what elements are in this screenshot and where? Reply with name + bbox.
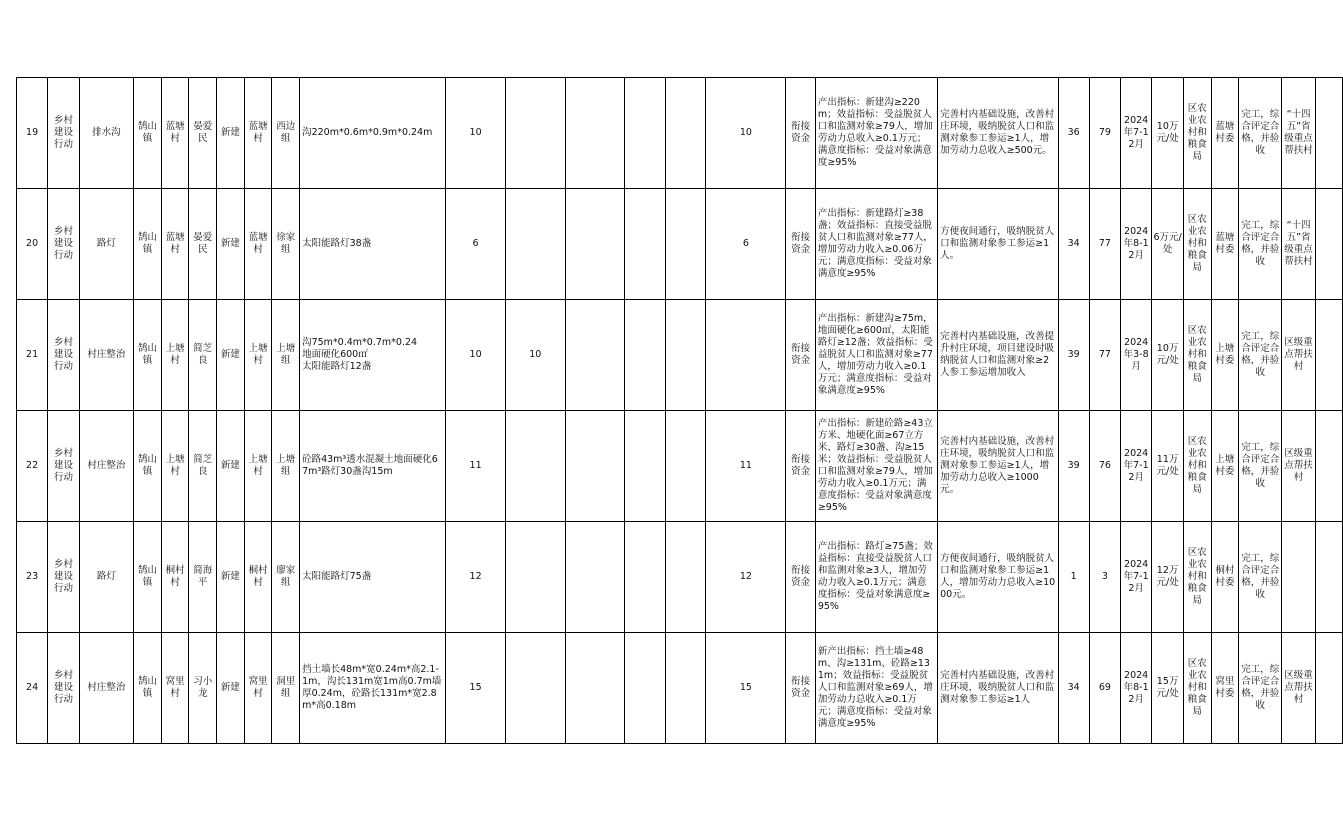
cell-last <box>1315 189 1342 300</box>
cell-last <box>1315 78 1342 189</box>
cell-c3 <box>624 78 665 189</box>
project-table <box>16 77 1343 744</box>
cell-loc-village: 上塘村 <box>244 300 272 411</box>
cell-period: 2024年7-12月 <box>1120 78 1151 189</box>
cell-type: 新建 <box>217 411 245 522</box>
cell-c4 <box>665 300 706 411</box>
cell-type: 新建 <box>217 300 245 411</box>
cell-no: 20 <box>17 189 48 300</box>
cell-fund: 衔接资金 <box>786 78 815 189</box>
cell-owner: 简芝良 <box>189 300 217 411</box>
cell-c2 <box>565 411 624 522</box>
cell-period: 2024年7-12月 <box>1120 522 1151 633</box>
cell-project: 路灯 <box>79 189 133 300</box>
cell-owner: 简芝良 <box>189 411 217 522</box>
cell-n2: 77 <box>1089 189 1120 300</box>
cell-benefit: 完善村内基础设施，改善村庄环境，吸纳脱贫人口和监测对象参工参运≥1人，增加劳动力总收入≥500元。 <box>938 78 1058 189</box>
cell-benefit: 完善村内基础设施，改善提升村庄环境，项目建设时吸纳脱贫人口和监测对象≥2人参工参运增加收入 <box>938 300 1058 411</box>
cell-category: 乡村建设行动 <box>48 633 79 744</box>
cell-n1: 34 <box>1058 189 1089 300</box>
cell-content: 砼路43m³透水混凝土地面硬化67m³路灯30盏沟15m <box>300 411 446 522</box>
cell-content: 挡土墙长48m*宽0.24m*高2.1-1m，沟长131m宽1m高0.7m墙厚0.24m，砼路长131m*宽2.8m*高0.18m <box>300 633 446 744</box>
cell-content: 太阳能路灯75盏 <box>300 522 446 633</box>
cell-last <box>1315 300 1342 411</box>
cell-amount <box>706 300 786 411</box>
cell-standard: 12万元/处 <box>1152 522 1184 633</box>
cell-loc-group: 上塘组 <box>272 300 300 411</box>
cell-n1: 39 <box>1058 300 1089 411</box>
cell-accept: 完工，综合评定合格，并验收 <box>1239 411 1282 522</box>
cell-c4 <box>665 522 706 633</box>
cell-dept: 区农业农村和粮食局 <box>1183 411 1211 522</box>
cell-town: 鹄山镇 <box>134 78 162 189</box>
cell-loc-group: 廖家组 <box>272 522 300 633</box>
cell-remark: 区级重点帮扶村 <box>1282 633 1315 744</box>
cell-dept: 区农业农村和粮食局 <box>1183 189 1211 300</box>
cell-standard: 10万元/处 <box>1152 78 1184 189</box>
cell-accept: 完工，综合评定合格，并验收 <box>1239 633 1282 744</box>
cell-total: 6 <box>446 189 506 300</box>
cell-loc-group: 上塘组 <box>272 411 300 522</box>
cell-c2 <box>565 300 624 411</box>
cell-standard: 10万元/处 <box>1152 300 1184 411</box>
table-row <box>17 633 1343 744</box>
cell-remark <box>1282 522 1315 633</box>
cell-project: 路灯 <box>79 522 133 633</box>
cell-indicators: 产出指标：新建砼路≥43立方米、地硬化面≥67立方米、路灯≥30盏、沟≥15米；效益指标：受益脱贫人口和监测对象≥79人，增加劳动力收入≥0.1万元；满意度指标：受益对象满意度≥95% <box>815 411 937 522</box>
cell-benefit: 方便夜间通行，吸纳脱贫人口和监测对象参工参运≥1人。 <box>938 189 1058 300</box>
cell-c4 <box>665 78 706 189</box>
cell-period: 2024年3-8月 <box>1120 300 1151 411</box>
cell-category: 乡村建设行动 <box>48 522 79 633</box>
cell-no: 22 <box>17 411 48 522</box>
cell-c1 <box>505 78 565 189</box>
cell-benefit: 方便夜间通行，吸纳脱贫人口和监测对象参工参运≥1人，增加劳动力总收入≥1000元。 <box>938 522 1058 633</box>
cell-c4 <box>665 189 706 300</box>
cell-fund: 衔接资金 <box>786 411 815 522</box>
cell-no: 21 <box>17 300 48 411</box>
table-row <box>17 189 1343 300</box>
cell-loc-village: 蓝塘村 <box>244 78 272 189</box>
cell-town: 鹄山镇 <box>134 189 162 300</box>
cell-total: 12 <box>446 522 506 633</box>
cell-c2 <box>565 78 624 189</box>
cell-n1: 39 <box>1058 411 1089 522</box>
cell-dept: 区农业农村和粮食局 <box>1183 522 1211 633</box>
cell-c1 <box>505 522 565 633</box>
cell-fund: 衔接资金 <box>786 300 815 411</box>
cell-indicators: 产出指标：路灯≥75盏；效益指标：直接受益脱贫人口和监测对象≥3人，增加劳动力收入≥0.1万元；满意度指标：受益对象满意度≥95% <box>815 522 937 633</box>
cell-category: 乡村建设行动 <box>48 78 79 189</box>
cell-loc-village: 蓝塘村 <box>244 189 272 300</box>
cell-c1 <box>505 633 565 744</box>
cell-fund: 衔接资金 <box>786 633 815 744</box>
cell-content: 太阳能路灯38盏 <box>300 189 446 300</box>
cell-type: 新建 <box>217 78 245 189</box>
cell-accept: 完工，综合评定合格，并验收 <box>1239 522 1282 633</box>
cell-amount: 11 <box>706 411 786 522</box>
cell-c1: 10 <box>505 300 565 411</box>
cell-category: 乡村建设行动 <box>48 189 79 300</box>
cell-c2 <box>565 522 624 633</box>
cell-period: 2024年8-12月 <box>1120 633 1151 744</box>
cell-dept: 区农业农村和粮食局 <box>1183 300 1211 411</box>
cell-category: 乡村建设行动 <box>48 411 79 522</box>
cell-period: 2024年7-12月 <box>1120 411 1151 522</box>
cell-c3 <box>624 633 665 744</box>
cell-total: 10 <box>446 300 506 411</box>
cell-dept: 区农业农村和粮食局 <box>1183 78 1211 189</box>
cell-type: 新建 <box>217 522 245 633</box>
cell-impl: 上塘村委 <box>1211 300 1239 411</box>
cell-accept: 完工，综合评定合格，并验收 <box>1239 78 1282 189</box>
cell-n1: 1 <box>1058 522 1089 633</box>
cell-project: 村庄整治 <box>79 411 133 522</box>
cell-c1 <box>505 189 565 300</box>
cell-last <box>1315 522 1342 633</box>
cell-c3 <box>624 300 665 411</box>
cell-owner: 晏爱民 <box>189 78 217 189</box>
cell-loc-group: 徐家组 <box>272 189 300 300</box>
cell-total: 15 <box>446 633 506 744</box>
cell-village: 上塘村 <box>161 300 189 411</box>
cell-village: 蓝塘村 <box>161 189 189 300</box>
cell-impl: 蓝塘村委 <box>1211 189 1239 300</box>
cell-last <box>1315 633 1342 744</box>
table-row <box>17 522 1343 633</box>
table-row <box>17 78 1343 189</box>
cell-project: 村庄整治 <box>79 300 133 411</box>
cell-c1 <box>505 411 565 522</box>
cell-c3 <box>624 189 665 300</box>
cell-standard: 11万元/处 <box>1152 411 1184 522</box>
cell-content: 沟75m*0.4m*0.7m*0.24 地面硬化600㎡ 太阳能路灯12盏 <box>300 300 446 411</box>
cell-impl: 上塘村委 <box>1211 411 1239 522</box>
cell-impl: 桐村村委 <box>1211 522 1239 633</box>
cell-indicators: 产出指标：新建沟≥220m；效益指标：受益脱贫人口和监测对象≥79人，增加劳动力总收入≥0.1万元；满意度指标：受益对象满意度≥95% <box>815 78 937 189</box>
cell-remark: “十四五”省级重点帮扶村 <box>1282 189 1315 300</box>
cell-dept: 区农业农村和粮食局 <box>1183 633 1211 744</box>
cell-town: 鹄山镇 <box>134 411 162 522</box>
cell-type: 新建 <box>217 633 245 744</box>
cell-content: 沟220m*0.6m*0.9m*0.24m <box>300 78 446 189</box>
cell-project: 村庄整治 <box>79 633 133 744</box>
cell-loc-village: 上塘村 <box>244 411 272 522</box>
cell-category: 乡村建设行动 <box>48 300 79 411</box>
cell-remark: 区级重点帮扶村 <box>1282 411 1315 522</box>
cell-benefit: 完善村内基础设施，改善村庄环境，吸纳脱贫人口和监测对象参工参运≥1人，增加劳动力总收入≥1000元。 <box>938 411 1058 522</box>
cell-indicators: 产出指标：新建沟≥75m，地面硬化≥600㎡，太阳能路灯≥12盏；效益指标：受益脱贫人口和监测对象≥77人，增加劳动力收入≥0.1万元；满意度指标：受益对象满意度≥95% <box>815 300 937 411</box>
cell-loc-village: 桐村村 <box>244 522 272 633</box>
cell-total: 11 <box>446 411 506 522</box>
cell-no: 23 <box>17 522 48 633</box>
cell-owner: 简海平 <box>189 522 217 633</box>
cell-village: 窝里村 <box>161 633 189 744</box>
cell-c3 <box>624 522 665 633</box>
cell-accept: 完工，综合评定合格，并验收 <box>1239 189 1282 300</box>
cell-loc-village: 窝里村 <box>244 633 272 744</box>
cell-amount: 12 <box>706 522 786 633</box>
cell-loc-group: 洞里组 <box>272 633 300 744</box>
cell-standard: 15万元/处 <box>1152 633 1184 744</box>
cell-amount: 10 <box>706 78 786 189</box>
cell-amount: 6 <box>706 189 786 300</box>
cell-village: 蓝塘村 <box>161 78 189 189</box>
cell-impl: 窝里村委 <box>1211 633 1239 744</box>
cell-last <box>1315 411 1342 522</box>
cell-owner: 晏爱民 <box>189 189 217 300</box>
cell-period: 2024年8-12月 <box>1120 189 1151 300</box>
cell-no: 24 <box>17 633 48 744</box>
cell-type: 新建 <box>217 189 245 300</box>
cell-indicators: 新产出指标：挡土墙≥48m、沟≥131m、砼路≥131m；效益指标：受益脱贫人口和监测对象≥69人，增加劳动力总收入≥0.1万元；满意度指标：受益对象满意度≥95% <box>815 633 937 744</box>
cell-loc-group: 西边组 <box>272 78 300 189</box>
cell-remark: “十四五”省级重点帮扶村 <box>1282 78 1315 189</box>
cell-c3 <box>624 411 665 522</box>
cell-town: 鹄山镇 <box>134 300 162 411</box>
cell-n2: 76 <box>1089 411 1120 522</box>
cell-c2 <box>565 633 624 744</box>
cell-project: 排水沟 <box>79 78 133 189</box>
cell-town: 鹄山镇 <box>134 522 162 633</box>
cell-c2 <box>565 189 624 300</box>
cell-no: 19 <box>17 78 48 189</box>
cell-accept: 完工，综合评定合格，并验收 <box>1239 300 1282 411</box>
cell-total: 10 <box>446 78 506 189</box>
cell-fund: 衔接资金 <box>786 522 815 633</box>
cell-town: 鹄山镇 <box>134 633 162 744</box>
cell-amount: 15 <box>706 633 786 744</box>
cell-standard: 6万元/处 <box>1152 189 1184 300</box>
cell-c4 <box>665 411 706 522</box>
cell-n2: 69 <box>1089 633 1120 744</box>
table-body <box>17 78 1343 744</box>
cell-c4 <box>665 633 706 744</box>
cell-fund: 衔接资金 <box>786 189 815 300</box>
table-row <box>17 411 1343 522</box>
cell-impl: 蓝塘村委 <box>1211 78 1239 189</box>
cell-n2: 79 <box>1089 78 1120 189</box>
cell-remark: 区级重点帮扶村 <box>1282 300 1315 411</box>
cell-benefit: 完善村内基础设施，改善村庄环境，吸纳脱贫人口和监测对象参工参运≥1人 <box>938 633 1058 744</box>
cell-indicators: 产出指标：新建路灯≥38盏；效益指标：直接受益脱贫人口和监测对象≥77人，增加劳动力收入≥0.06万元；满意度指标：受益对象满意度≥95% <box>815 189 937 300</box>
table-row <box>17 300 1343 411</box>
cell-n2: 77 <box>1089 300 1120 411</box>
cell-village: 桐村村 <box>161 522 189 633</box>
cell-village: 上塘村 <box>161 411 189 522</box>
cell-n2: 3 <box>1089 522 1120 633</box>
cell-owner: 习小龙 <box>189 633 217 744</box>
cell-n1: 34 <box>1058 633 1089 744</box>
cell-n1: 36 <box>1058 78 1089 189</box>
